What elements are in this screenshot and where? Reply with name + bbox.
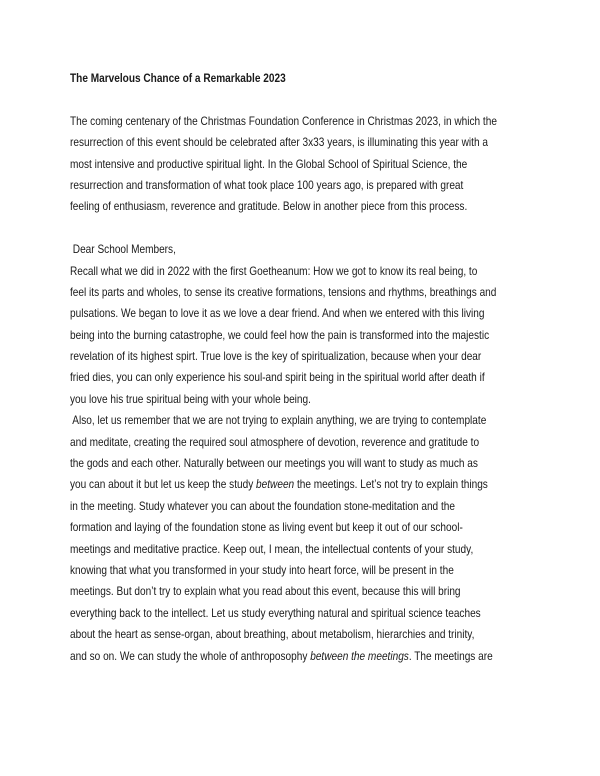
text-run: the gods and each other. Naturally between our meetings you will want to study as much as (70, 456, 478, 471)
text-line (70, 282, 497, 303)
italic-text-run: between the meetings (310, 648, 409, 663)
text-run: in the meeting. Study whatever you can about the foundation stone-meditation and the (70, 498, 455, 513)
text-line (70, 154, 466, 175)
text-run: you can about it but let us keep the study (70, 477, 257, 492)
text-run: . The meetings are (408, 648, 493, 663)
text-run: formation and laying of the foundation stone as living event but keep it out of our school- (70, 520, 463, 535)
text-line (70, 367, 485, 388)
text-run: resurrection and transformation of what took place 100 years ago, is prepared with great (70, 177, 464, 192)
text-line (70, 325, 490, 346)
text-run: being into the burning catastrophe, we could feel how the pain is transformed into the majestic (70, 327, 490, 342)
text-run: knowing that what you transformed in your study into heart force, will be present in the (70, 562, 454, 577)
paragraph (70, 410, 542, 667)
text-run: fried dies, you can only experience his soul-and spirit being in the spiritual world after death if (70, 370, 485, 385)
text-run: meetings. But don’t try to explain what you read about this event, because this will bring (70, 584, 461, 599)
text-line (70, 410, 487, 431)
text-run: The coming centenary of the Christmas Foundation Conference in Christmas 2023, in which the (70, 113, 497, 128)
text-line (70, 496, 466, 517)
text-line (70, 453, 478, 474)
text-run: everything back to the intellect. Let us study everything natural and spiritual science teaches (70, 605, 481, 620)
text-run: most intensive and productive spiritual light. In the Global School of Spiritual Science, the (70, 156, 468, 171)
text-run: the meetings. Let’s not try to explain things (294, 477, 488, 492)
text-line (70, 603, 481, 624)
text-run: and meditate, creating the required soul atmosphere of devotion, reverence and gratitude to (70, 434, 480, 449)
text-run: about the heart as sense-organ, about breathing, about metabolism, hierarchies and trinity, (70, 627, 475, 642)
text-run: feel its parts and wholes, to sense its creative formations, tensions and rhythms, breathings and (70, 284, 497, 299)
text-line (70, 474, 488, 495)
text-line (70, 111, 497, 132)
text-run: you love his true spiritual being with your whole being. (70, 391, 311, 406)
paragraph (70, 111, 542, 218)
text-run: and so on. We can study the whole of anthroposophy (70, 648, 311, 663)
text-line (70, 624, 475, 645)
document-title: The Marvelous Chance of a Remarkable 2023 (70, 71, 286, 85)
text-run: resurrection of this event should be celebrated after 3x33 years, is illuminating this year with a (70, 135, 488, 150)
document-body (70, 68, 542, 667)
text-line (70, 261, 478, 282)
text-run: meetings and meditative practice. Keep out, I mean, the intellectual contents of your study, (70, 541, 474, 556)
text-line (70, 239, 466, 260)
text-run: feeling of enthusiasm, reverence and gratitude. Below in another piece from this process. (70, 199, 468, 214)
text-line (70, 560, 466, 581)
text-run: revelation of its highest spirt. True love is the key of spiritualization, because when your dear (70, 349, 482, 364)
text-run: Recall what we did in 2022 with the first Goetheanum: How we got to know its real being, to (70, 263, 478, 278)
paragraph (70, 239, 542, 410)
text-run: Dear School Members, (70, 242, 176, 257)
italic-text-run: between (256, 477, 295, 492)
text-line (70, 581, 466, 602)
text-run: pulsations. We began to love it as we love a dear friend. And when we entered with this living (70, 306, 485, 321)
text-line (70, 303, 485, 324)
text-line (70, 646, 493, 667)
text-line (70, 389, 466, 410)
text-line (70, 175, 466, 196)
text-line (70, 196, 466, 217)
text-line (70, 517, 466, 538)
text-run: Also, let us remember that we are not trying to explain anything, we are trying to contemplate (70, 413, 487, 428)
text-line (70, 132, 488, 153)
text-line (70, 346, 482, 367)
text-line (70, 539, 474, 560)
text-line (70, 432, 480, 453)
